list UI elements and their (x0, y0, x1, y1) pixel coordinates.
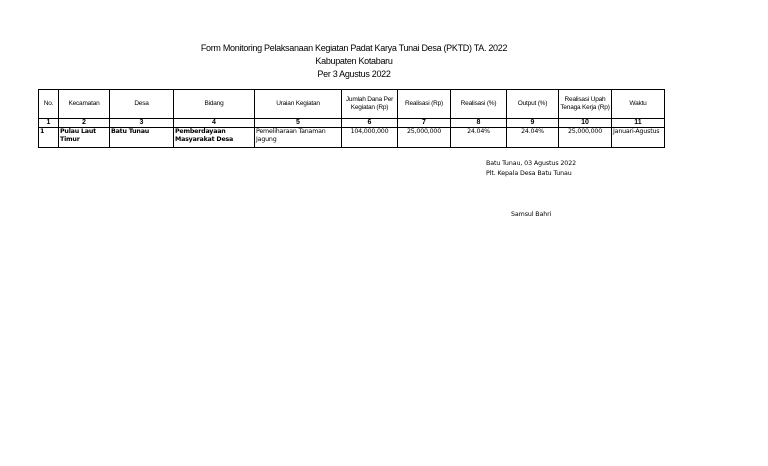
column-number: 11 (612, 119, 665, 128)
monitoring-table (38, 89, 665, 148)
signature-place-date: Batu Tunau, 03 Agustus 2022 (486, 160, 577, 167)
column-number: 2 (59, 119, 110, 128)
header-no: No. (39, 90, 59, 119)
cell-bidang: Pemberdayaan Masyarakat Desa (174, 128, 255, 148)
cell-no: 1 (39, 128, 59, 148)
document-title-block (0, 42, 708, 81)
table-header-row (39, 90, 665, 119)
document-regency: Kabupaten Kotabaru (315, 56, 393, 66)
header-bidang: Bidang (174, 90, 255, 119)
cell-output-pct: 24.04% (507, 128, 559, 148)
header-desa: Desa (110, 90, 174, 119)
column-number: 7 (398, 119, 451, 128)
cell-realisasi-pct: 24.04% (451, 128, 507, 148)
document-date: Per 3 Agustus 2022 (317, 69, 391, 79)
column-number: 8 (451, 119, 507, 128)
cell-uraian-kegiatan: Pemeliharaan Tanaman Jagung (255, 128, 342, 148)
cell-realisasi-rp: 25,000,000 (398, 128, 451, 148)
column-number-row (39, 119, 665, 128)
column-number: 5 (255, 119, 342, 128)
column-number: 1 (39, 119, 59, 128)
header-realisasi-upah: Realisasi Upah Tenaga Kerja (Rp) (559, 90, 612, 119)
header-jumlah-dana: Jumlah Dana Per Kegiatan (Rp) (342, 90, 398, 119)
header-kecamatan: Kecamatan (59, 90, 110, 119)
cell-desa: Batu Tunau (110, 128, 174, 148)
header-uraian-kegiatan: Uraian Kegiatan (255, 90, 342, 119)
cell-waktu: Januari-Agustus (612, 128, 665, 148)
cell-realisasi-upah: 25,000,000 (559, 128, 612, 148)
table-row (39, 128, 665, 148)
cell-kecamatan: Pulau Laut Timur (59, 128, 110, 148)
cell-jumlah-dana: 104,000,000 (342, 128, 398, 148)
header-realisasi-pct: Realisasi (%) (451, 90, 507, 119)
header-waktu: Waktu (612, 90, 665, 119)
column-number: 4 (174, 119, 255, 128)
header-realisasi-rp: Realisasi (Rp) (398, 90, 451, 119)
header-output-pct: Output (%) (507, 90, 559, 119)
document-title: Form Monitoring Pelaksanaan Kegiatan Padat Karya Tunai Desa (PKTD) TA. 2022 (200, 43, 508, 53)
column-number: 6 (342, 119, 398, 128)
column-number: 10 (559, 119, 612, 128)
column-number: 9 (507, 119, 559, 128)
column-number: 3 (110, 119, 174, 128)
signature-position: Plt. Kepala Desa Batu Tunau (486, 170, 572, 177)
signature-name: Samsul Bahri (511, 211, 552, 218)
